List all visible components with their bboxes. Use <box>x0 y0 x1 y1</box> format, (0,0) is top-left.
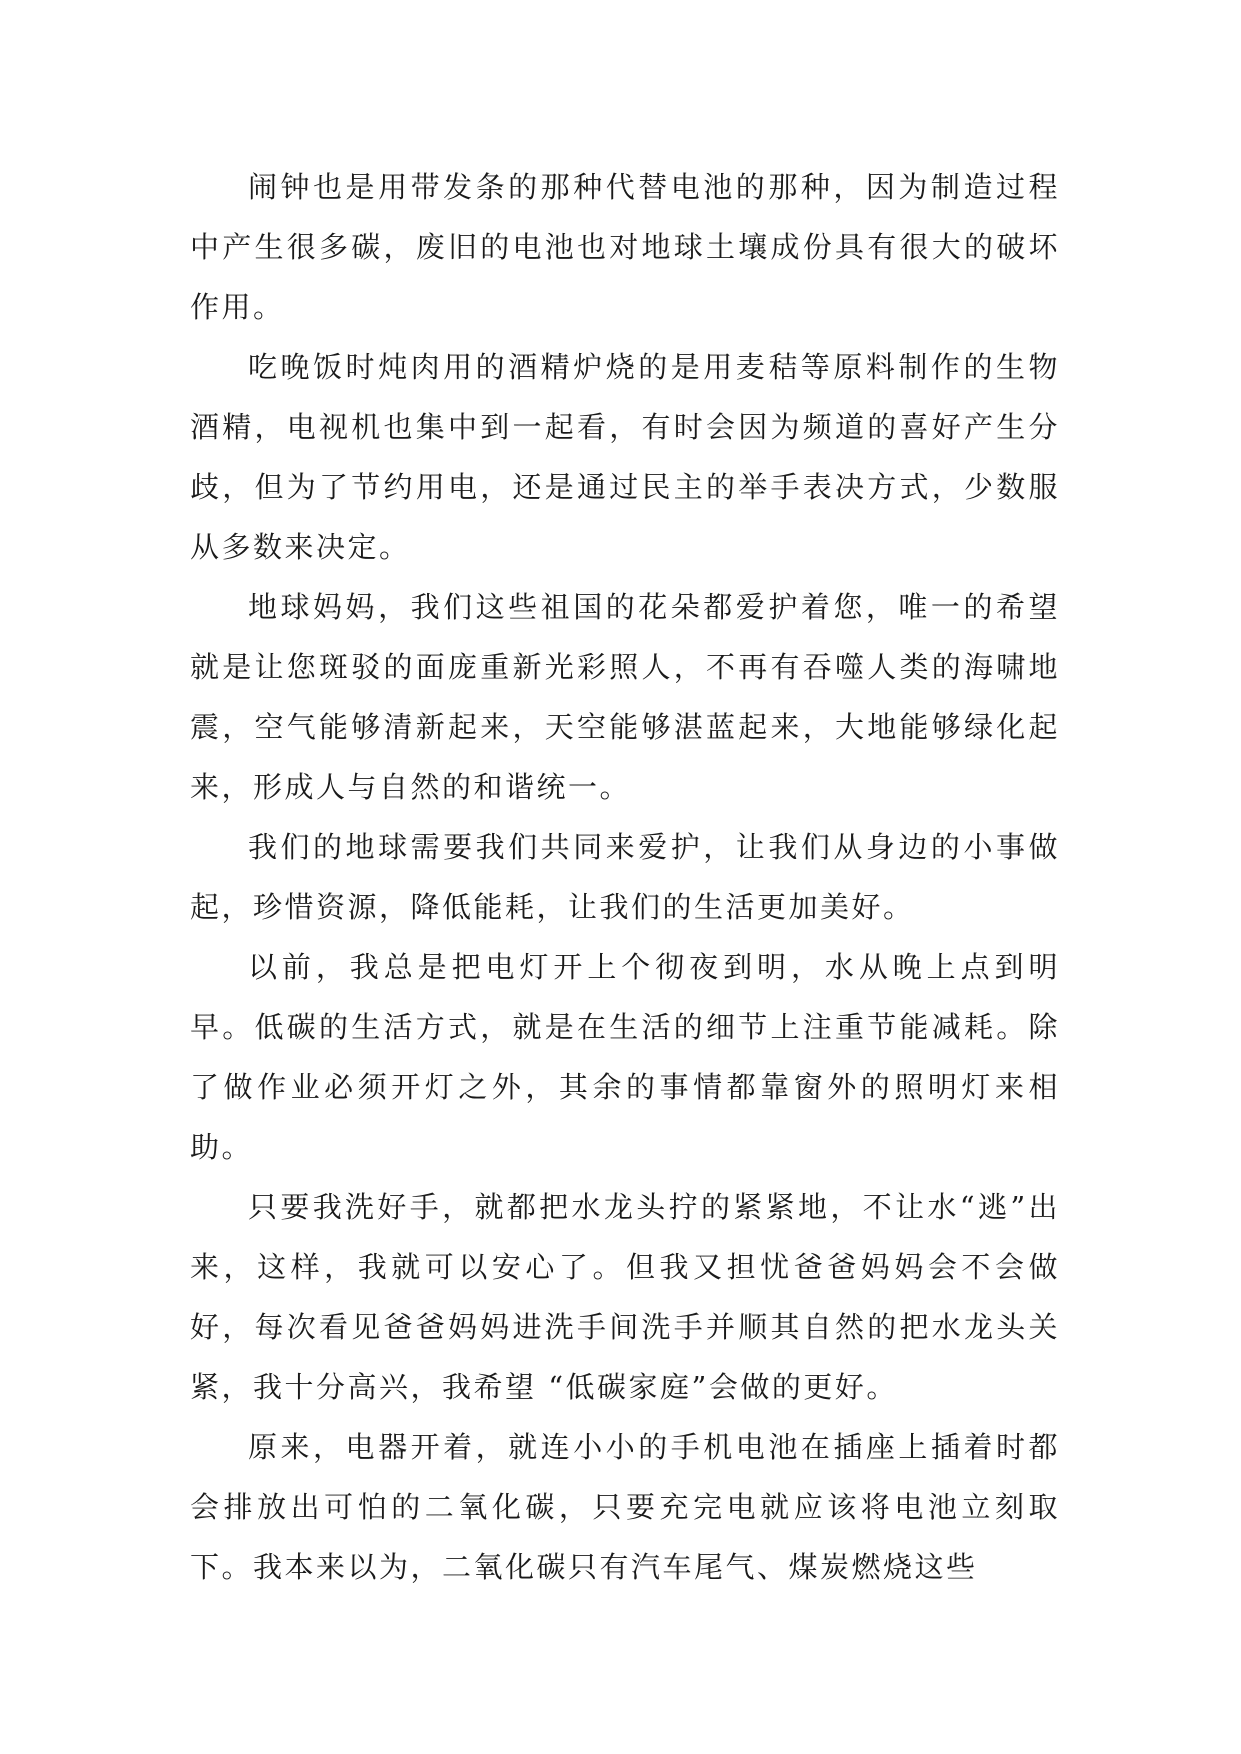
paragraph-6: 只要我洗好手，就都把水龙头拧的紧紧地，不让水“逃”出来，这样，我就可以安心了。但我又担忧爸爸妈妈会不会做好，每次看见爸爸妈妈进洗手间洗手并顺其自然的把水龙头关紧，我十分高兴，我希望 “低碳家庭”会做的更好。 <box>190 1190 1060 1404</box>
paragraph-4: 我们的地球需要我们共同来爱护，让我们从身边的小事做起，珍惜资源，降低能耗，让我们的生活更加美好。 <box>190 830 1060 924</box>
paragraph-2: 吃晚饭时炖肉用的酒精炉烧的是用麦秸等原料制作的生物酒精，电视机也集中到一起看，有时会因为频道的喜好产生分歧，但为了节约用电，还是通过民主的举手表决方式，少数服从多数来决定。 <box>190 350 1060 564</box>
document-body <box>190 157 1060 1597</box>
paragraph-7: 原来，电器开着，就连小小的手机电池在插座上插着时都会排放出可怕的二氧化碳，只要充完电就应该将电池立刻取下。我本来以为，二氧化碳只有汽车尾气、煤炭燃烧这些 <box>190 1430 1060 1584</box>
paragraph-3: 地球妈妈，我们这些祖国的花朵都爱护着您，唯一的希望就是让您斑驳的面庞重新光彩照人，不再有吞噬人类的海啸地震，空气能够清新起来，天空能够湛蓝起来，大地能够绿化起来，形成人与自然的和谐统一。 <box>190 590 1060 804</box>
paragraph-5: 以前，我总是把电灯开上个彻夜到明，水从晚上点到明早。低碳的生活方式，就是在生活的细节上注重节能减耗。除了做作业必须开灯之外，其余的事情都靠窗外的照明灯来相助。 <box>190 950 1060 1164</box>
paragraph-1: 闹钟也是用带发条的那种代替电池的那种，因为制造过程中产生很多碳，废旧的电池也对地球土壤成份具有很大的破坏作用。 <box>190 170 1060 324</box>
